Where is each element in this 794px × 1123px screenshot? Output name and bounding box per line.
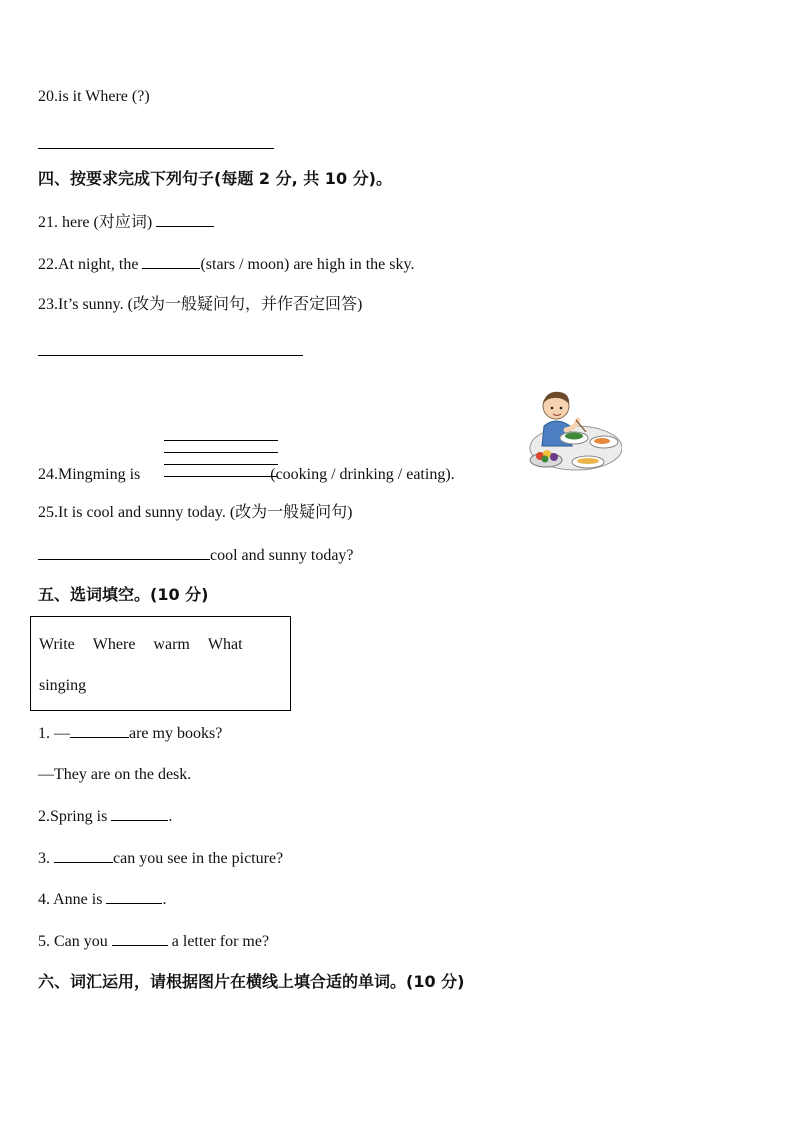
blank-22[interactable]	[142, 254, 200, 269]
item-4-prefix: 4. Anne is	[38, 891, 107, 908]
question-22-suffix: (stars / moon) are high in the sky.	[200, 256, 415, 273]
word-bank-word: Write	[39, 636, 75, 653]
blank-item-4[interactable]	[106, 889, 162, 904]
section-5-item-1-answer: —They are on the desk.	[38, 766, 192, 783]
question-25: 25.It is cool and sunny today. (改为一般疑问句)	[38, 504, 353, 521]
question-24	[38, 465, 455, 485]
question-24-prefix: 24.Mingming is	[38, 466, 145, 483]
question-25-answer	[38, 545, 354, 566]
blank-item-3[interactable]	[54, 848, 113, 863]
section-5-item-4	[38, 889, 166, 910]
question-21-text: 21. here (对应词)	[38, 214, 157, 231]
blank-item-5[interactable]	[112, 931, 168, 946]
item-1-prefix: 1. —	[38, 725, 70, 742]
question-20: 20.is it Where (?)	[38, 88, 150, 105]
question-22	[38, 254, 414, 275]
question-25-suffix: cool and sunny today?	[210, 547, 354, 564]
question-21	[38, 212, 214, 233]
question-23: 23.It’s sunny. (改为一般疑问句，并作否定回答)	[38, 296, 363, 313]
item-2-suffix: .	[168, 808, 173, 825]
word-bank-row-1	[39, 635, 261, 655]
word-bank-word: Where	[92, 636, 136, 653]
section-5-item-2	[38, 806, 172, 827]
item-3-prefix: 3.	[38, 850, 54, 867]
section-4-title: 四、按要求完成下列句子(每题 2 分, 共 10 分)。	[38, 169, 392, 188]
section-6-title: 六、词汇运用，请根据图片在横线上填合适的单词。(10 分)	[38, 972, 465, 991]
item-4-suffix: .	[162, 891, 167, 908]
answer-line-20[interactable]	[38, 148, 274, 149]
blank-item-2[interactable]	[111, 806, 168, 821]
section-5-item-5	[38, 931, 269, 952]
section-5-title: 五、选词填空。(10 分)	[38, 585, 209, 604]
section-5-item-1	[38, 723, 222, 744]
section-5-item-3	[38, 848, 283, 869]
blank-21[interactable]	[156, 212, 214, 227]
item-3-suffix: can you see in the picture?	[113, 850, 284, 867]
blank-item-1[interactable]	[70, 723, 129, 738]
item-1-suffix: are my books?	[129, 725, 223, 742]
blank-25[interactable]	[38, 545, 210, 560]
item-2-prefix: 2.Spring is	[38, 808, 112, 825]
word-bank-word: warm	[153, 636, 190, 653]
answer-line-23[interactable]	[38, 355, 303, 356]
item-5-suffix: a letter for me?	[167, 933, 270, 950]
boy-eating-icon	[516, 386, 622, 478]
question-24-suffix: (cooking / drinking / eating).	[266, 466, 455, 483]
question-22-prefix: 22.At night, the	[38, 256, 143, 273]
word-bank-word: What	[207, 636, 243, 653]
word-bank	[30, 616, 291, 711]
item-5-prefix: 5. Can you	[38, 933, 112, 950]
word-bank-row-2: singing	[39, 677, 87, 694]
